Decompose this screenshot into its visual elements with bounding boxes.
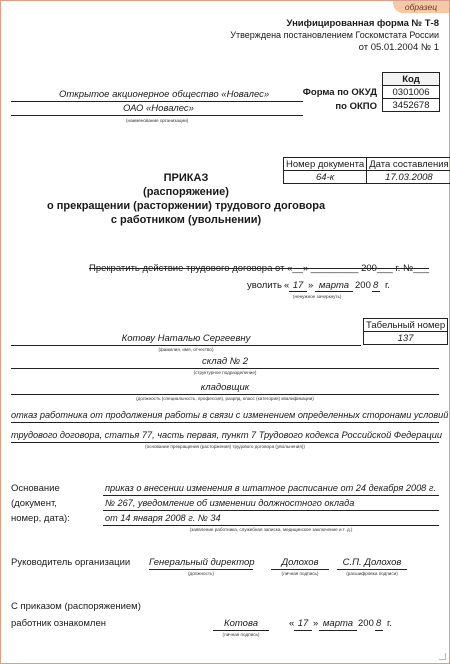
reason-line2-rule (11, 442, 439, 443)
reason-line1: отказ работника от продолжения работы в связи с изменением определенных сторонами условий (11, 410, 449, 420)
organization-caption: (наименование организации) (126, 118, 189, 123)
okud-label: Форма по ОКУД (302, 87, 377, 98)
dismiss-label: уволить (247, 280, 282, 291)
terminate-prefix: Прекратить действие трудового договора от « (89, 263, 293, 274)
acquaint-day: 17 (297, 618, 309, 629)
tabnum-value: 137 (364, 332, 448, 345)
terminate-no-blank: ___ (413, 263, 430, 274)
basis-label2: (документ, (11, 498, 57, 509)
reason-line1-rule (11, 422, 439, 423)
organization-short-name: ОАО «Новалес» (123, 103, 194, 114)
terminate-no-label: г. № (392, 263, 414, 274)
basis-label3: номер, дата): (11, 513, 70, 524)
sample-badge: образец (393, 1, 449, 13)
department-caption: (структурное подразделение) (193, 370, 257, 375)
basis-line1 (103, 495, 439, 496)
acquaint-month-line (319, 630, 357, 631)
docnum-col1-header: Номер документа (284, 158, 367, 171)
terminate-year-pre: 200 (358, 263, 377, 274)
organization-line-1 (11, 101, 303, 102)
terminate-year-blank: ___ (376, 263, 393, 274)
head-position: Генеральный директор (149, 557, 255, 568)
approval-date-line: от 05.01.2004 № 1 (358, 42, 439, 53)
order-number: 64-к (284, 171, 367, 184)
acquaint-year-suffix: г. (387, 618, 392, 629)
acquaint-year-line (375, 630, 383, 631)
basis-line3 (103, 525, 439, 526)
head-signature-line (271, 569, 329, 570)
okpo-label: по ОКПО (335, 101, 377, 112)
head-signature-caption: (личная подпись) (281, 571, 319, 576)
dismiss-year-suffix: г. (385, 280, 390, 291)
basis-text1: приказ о внесении изменения в штатное расписание от 24 декабря 2008 г. (105, 483, 436, 493)
dismiss-quote-open: « (284, 280, 290, 291)
okud-value: 0301006 (383, 86, 440, 99)
position: кладовщик (200, 382, 250, 393)
head-decoding: С.П. Долохов (342, 557, 402, 568)
acquaint-signature-caption: (личная подпись) (222, 632, 260, 637)
reason-caption: (основание прекращения (расторжения) трудового договора (увольнения)) (145, 444, 305, 449)
page-curl-icon (439, 653, 446, 660)
acquaint-label2: работник ознакомлен (11, 618, 106, 629)
terminate-month-blank: _________ (310, 263, 359, 274)
employee-name-caption: (фамилия, имя, отчество) (158, 347, 214, 352)
basis-label1: Основание (11, 483, 60, 494)
form-line: Унифицированная форма № Т-8 (286, 18, 439, 29)
acquaint-day-line (294, 630, 312, 631)
dismiss-month: марта (318, 280, 350, 291)
order-date: 17.03.2008 (367, 171, 450, 184)
acquaint-signature: Котова (223, 618, 258, 629)
organization-full-name: Открытое акционерное общество «Новалес» (59, 89, 270, 100)
docnum-table (283, 157, 450, 184)
basis-caption: (заявление работника, служебная записка, медицинское заключение и т. д.) (189, 527, 353, 532)
acquaint-year-prefix: 200 (358, 618, 374, 629)
head-signature: Долохов (281, 557, 319, 568)
dismiss-month-line (315, 291, 353, 292)
employee-name-line (11, 345, 361, 346)
basis-line2 (103, 510, 439, 511)
order-title: ПРИКАЗ (163, 172, 209, 184)
codes-header: Код (383, 73, 440, 86)
acquaint-signature-line (213, 630, 269, 631)
approved-line: Утверждена постановлением Госкомстата России (230, 30, 439, 40)
head-label: Руководитель организации (11, 557, 131, 568)
acquaint-label1: С приказом (распоряжением) (11, 601, 141, 612)
dismiss-caption: (ненужное зачеркнуть) (293, 294, 342, 299)
docnum-col2-header: Дата составления (367, 158, 450, 171)
employee-name: Котову Наталью Сергеевну (121, 333, 251, 344)
acquaint-quote-close: » (313, 618, 319, 629)
head-position-line (149, 569, 253, 570)
dismiss-day-line (289, 291, 307, 292)
reason-line2: трудового договора, статья 77, часть первая, пункт 7 Трудового кодекса Российской Федерации (11, 430, 442, 440)
head-decoding-caption: (расшифровка подписи) (346, 571, 398, 576)
tabnum-header: Табельный номер (364, 319, 448, 332)
acquaint-year-digit: 8 (376, 618, 382, 629)
head-position-caption: (должность) (188, 571, 214, 576)
department: склад № 2 (202, 356, 248, 367)
order-subject-line2: с работником (увольнении) (110, 214, 262, 226)
dismiss-year-line (372, 291, 380, 292)
acquaint-month: марта (322, 618, 354, 629)
dismiss-quote-close: » (308, 280, 314, 291)
tabnum-table (363, 318, 448, 345)
order-subtitle: (распоряжение) (143, 186, 229, 198)
organization-line-2 (11, 115, 303, 116)
okpo-value: 3452678 (383, 99, 440, 112)
dismiss-year-digit: 8 (373, 280, 379, 291)
terminate-contract-line (89, 263, 429, 274)
position-caption: (должность (специальность, профессия), разряд, класс (категория) квалификации) (136, 396, 314, 401)
terminate-mid: » (302, 263, 311, 274)
dismiss-day: 17 (292, 280, 304, 291)
department-line (11, 368, 439, 369)
head-decoding-line (337, 569, 407, 570)
basis-text3: от 14 января 2008 г. № 34 (105, 513, 221, 523)
position-line (11, 394, 439, 395)
basis-text2: № 267, уведомление об изменении должностного оклада (105, 498, 355, 508)
dismiss-year-prefix: 200 (355, 280, 371, 291)
codes-table (382, 72, 440, 112)
order-subject-line1: о прекращении (расторжении) трудового договора (46, 200, 326, 212)
acquaint-quote-open: « (289, 618, 295, 629)
terminate-day-blank: __ (292, 263, 303, 274)
